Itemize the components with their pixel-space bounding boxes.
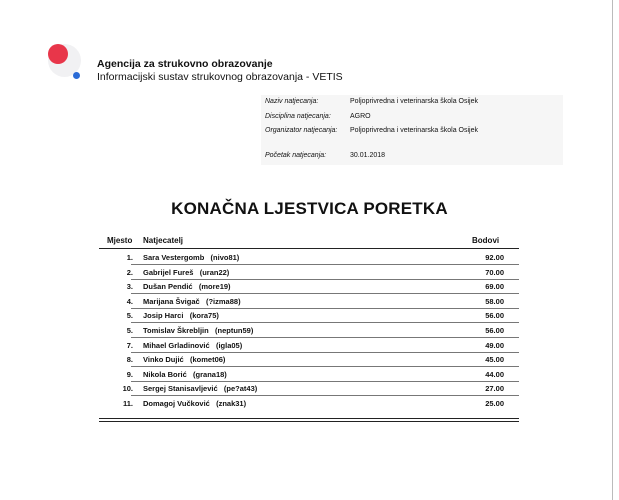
place-cell: 4. [126, 296, 133, 306]
points-cell: 92.00 [485, 253, 504, 262]
header-rule [99, 248, 519, 249]
table-row [0, 282, 619, 296]
place-cell: 11. [122, 399, 133, 408]
competitor-code: (?izma88) [205, 296, 241, 306]
table-row [0, 268, 619, 282]
place-cell: 10. [122, 384, 133, 394]
points-cell: 69.00 [485, 282, 504, 292]
competitor-cell [143, 297, 241, 306]
row-divider [131, 352, 519, 353]
competitor-name: Marijana Švigač [143, 296, 200, 306]
points-cell: 25.00 [485, 399, 504, 408]
competitor-name: Sergej Stanisavljević [143, 384, 218, 394]
column-header-competitor: Natjecatelj [143, 236, 184, 245]
competitor-code: (pe?at43) [223, 384, 258, 394]
page-title: KONAČNA LJESTVICA PORETKA [171, 199, 448, 218]
info-label: Naziv natjecanja: [265, 98, 319, 105]
table-row [0, 399, 619, 413]
table-row [0, 355, 619, 369]
table-row [0, 326, 619, 340]
place-cell: 2. [126, 267, 133, 277]
competitor-name: Mihael Grladinović [143, 340, 210, 350]
competitor-cell [143, 268, 229, 277]
competitor-cell [143, 326, 253, 335]
info-value: Poljoprivredna i veterinarska škola Osijek [350, 98, 478, 105]
place-cell: 5. [126, 311, 133, 321]
page-edge [612, 0, 613, 500]
competitor-code: (grana18) [193, 369, 227, 379]
bottom-rule [99, 421, 519, 422]
table-row [0, 311, 619, 325]
place-cell: 8. [126, 355, 133, 365]
table-row [0, 253, 619, 267]
competition-info [261, 95, 563, 165]
competitor-cell [143, 253, 239, 262]
competitor-cell [143, 384, 257, 393]
info-value: Poljoprivredna i veterinarska škola Osijek [350, 127, 478, 134]
row-divider [131, 264, 519, 265]
row-divider [131, 279, 519, 280]
competitor-name: Vinko Dujić [143, 355, 184, 365]
row-divider [131, 366, 519, 367]
competitor-code: (nivo81) [210, 253, 240, 262]
points-cell: 58.00 [485, 296, 504, 306]
place-cell: 5. [126, 326, 133, 335]
points-cell: 45.00 [485, 355, 504, 365]
bottom-rule [99, 418, 519, 419]
competitor-code: (neptun59) [214, 326, 254, 335]
competitor-cell [143, 399, 246, 408]
competitor-name: Gabrijel Fureš [143, 267, 194, 277]
info-label: Početak natjecanja: [265, 152, 327, 159]
info-value: AGRO [350, 113, 371, 120]
place-cell: 1. [126, 253, 133, 262]
competitor-code: (uran22) [199, 267, 230, 277]
row-divider [131, 322, 519, 323]
table-row [0, 370, 619, 384]
points-cell: 56.00 [485, 311, 504, 321]
competitor-name: Nikola Borić [143, 369, 187, 379]
competitor-cell [143, 282, 231, 291]
table-row [0, 297, 619, 311]
place-cell: 7. [126, 340, 133, 350]
competitor-name: Tomislav Škrebljin [143, 326, 209, 335]
points-cell: 27.00 [485, 384, 504, 394]
agency-logo-icon [46, 41, 86, 81]
competitor-cell [143, 341, 242, 350]
points-cell: 49.00 [485, 340, 504, 350]
competitor-name: Josip Harci [143, 311, 184, 321]
competitor-name: Sara Vestergomb [143, 253, 205, 262]
points-cell: 70.00 [485, 267, 504, 277]
column-header-points: Bodovi [472, 236, 500, 245]
competitor-name: Dušan Pendić [143, 282, 193, 292]
competitor-code: (znak31) [216, 399, 247, 408]
row-divider [131, 308, 519, 309]
competitor-code: (more19) [198, 282, 231, 292]
row-divider [131, 395, 519, 396]
competitor-code: (komet06) [189, 355, 226, 365]
table-row [0, 341, 619, 355]
place-cell: 9. [126, 369, 133, 379]
competitor-cell [143, 370, 227, 379]
competitor-name: Domagoj Vučković [143, 399, 210, 408]
system-name: Informacijski sustav strukovnog obrazovanja - VETIS [97, 71, 343, 83]
place-cell: 3. [126, 282, 133, 292]
info-label: Disciplina natjecanja: [265, 113, 331, 120]
row-divider [131, 337, 519, 338]
competitor-code: (kora75) [189, 311, 219, 321]
competitor-cell [143, 355, 225, 364]
table-row [0, 384, 619, 398]
info-value: 30.01.2018 [350, 152, 386, 159]
row-divider [131, 381, 519, 382]
competitor-cell [143, 311, 219, 320]
info-label: Organizator natjecanja: [265, 127, 338, 134]
agency-name: Agencija za strukovno obrazovanje [97, 58, 273, 70]
points-cell: 56.00 [485, 326, 504, 335]
points-cell: 44.00 [485, 369, 504, 379]
row-divider [131, 293, 519, 294]
column-header-place: Mjesto [107, 236, 133, 245]
competitor-code: (igla05) [215, 340, 243, 350]
